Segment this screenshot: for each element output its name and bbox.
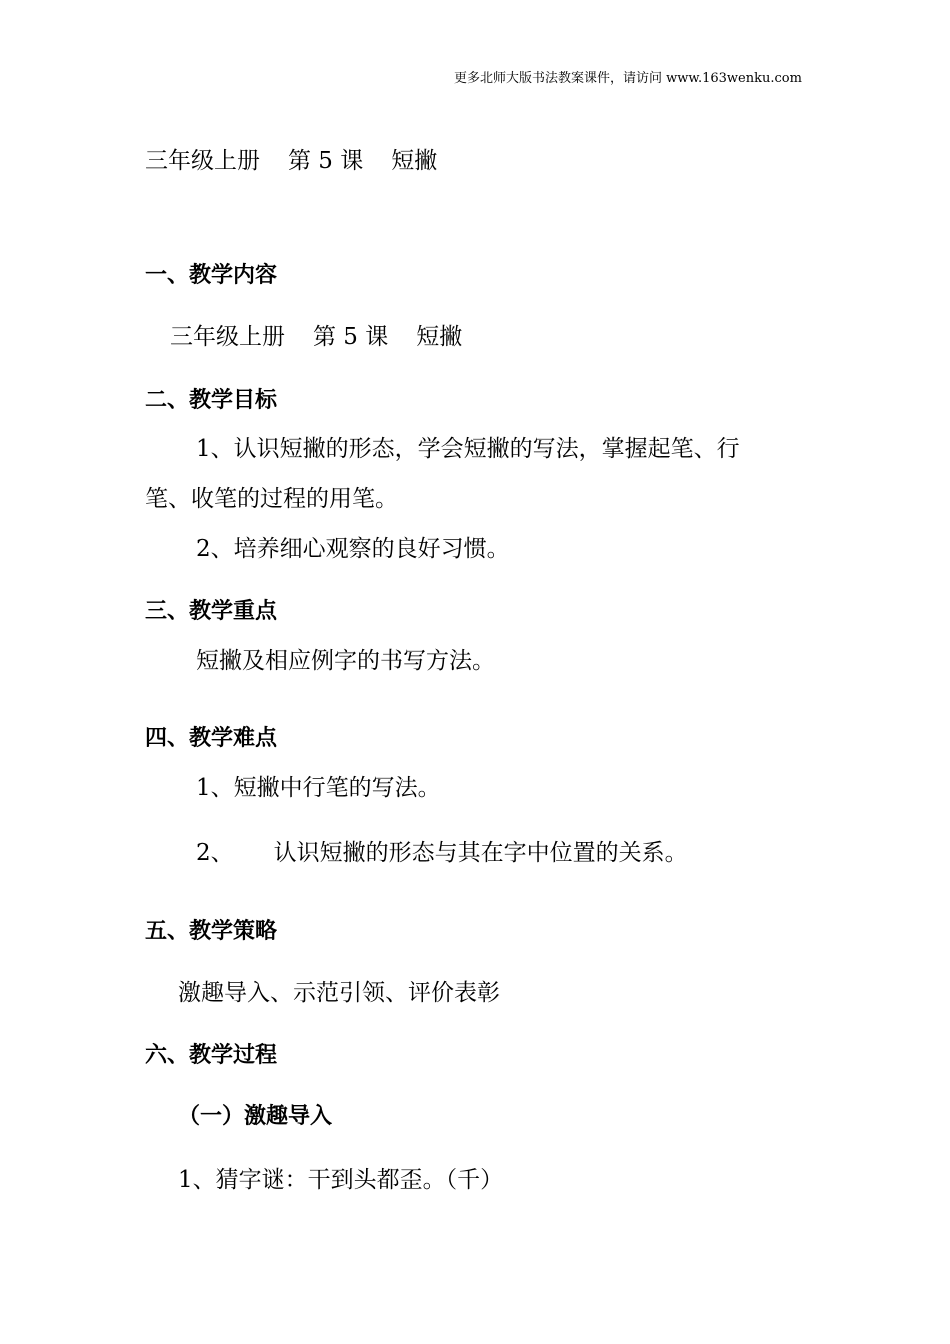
section-1-topic: 短撇 — [416, 324, 463, 350]
section-1-lesson: 第 5 课 — [313, 324, 389, 350]
document-title — [145, 146, 437, 176]
page-header-link-text: 更多北师大版书法教案课件，请访问 www.163wenku.com — [454, 71, 802, 86]
title-lesson: 第 5 课 — [288, 148, 364, 174]
section-4-item-1: 1、短撇中行笔的写法。 — [196, 775, 441, 801]
section-6-subheading-1: （一）激趣导入 — [178, 1104, 333, 1129]
section-6-heading: 六、教学过程 — [145, 1043, 278, 1068]
section-3-text: 短撇及相应例字的书写方法。 — [196, 648, 495, 674]
section-4-item-2 — [196, 838, 688, 868]
section-1-content — [170, 322, 462, 352]
title-grade: 三年级上册 — [145, 148, 260, 174]
section-6-item-1: 1、猜字谜：干到头都歪。（千） — [178, 1167, 504, 1193]
section-2-item-1-line-1: 1、认识短撇的形态，学会短撇的写法，掌握起笔、行 — [196, 436, 740, 462]
section-5-heading: 五、教学策略 — [145, 919, 278, 944]
section-5-text: 激趣导入、示范引领、评价表彰 — [178, 980, 500, 1006]
section-1-grade: 三年级上册 — [170, 324, 285, 350]
title-topic: 短撇 — [391, 148, 438, 174]
section-4-heading: 四、教学难点 — [145, 726, 278, 751]
section-2-heading: 二、教学目标 — [145, 388, 278, 413]
section-2-item-2: 2、培养细心观察的良好习惯。 — [196, 536, 510, 562]
section-3-heading: 三、教学重点 — [145, 599, 278, 624]
section-1-heading: 一、教学内容 — [145, 263, 278, 288]
section-4-item-2-number: 2、 — [196, 840, 234, 866]
section-4-item-2-text: 认识短撇的形态与其在字中位置的关系。 — [273, 840, 688, 866]
section-2-item-1-line-2: 笔、收笔的过程的用笔。 — [145, 486, 398, 512]
